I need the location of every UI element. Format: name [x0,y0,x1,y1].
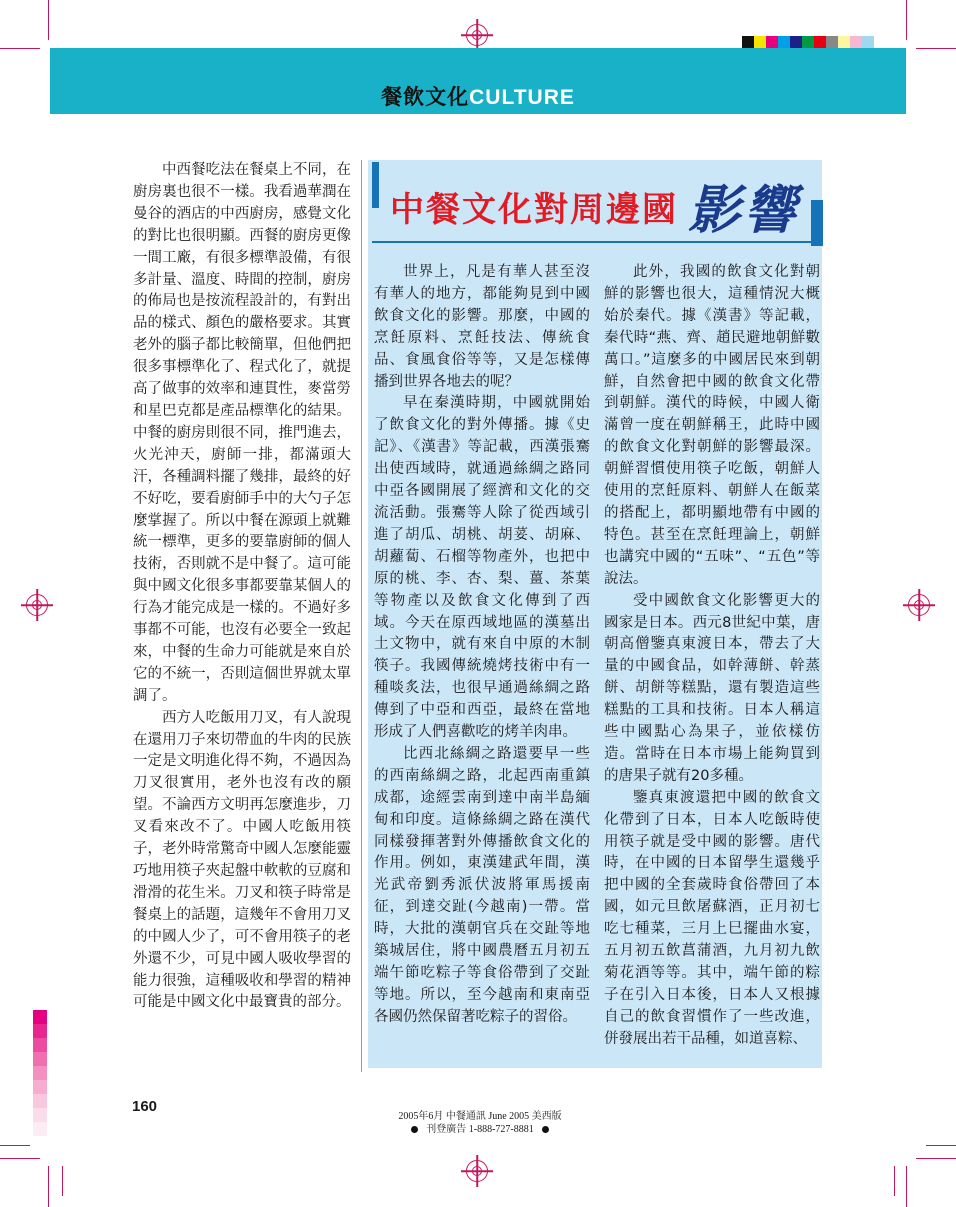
page-number: 160 [132,1098,158,1115]
tint-scale [33,1010,47,1136]
registration-mark [466,1160,488,1182]
paragraph: 中西餐吃法在餐桌上不同，在廚房裏也很不一樣。我看過華潤在曼谷的酒店的中西廚房，感覺文化的對比也很明顯。西餐的廚房更像一間工廠，有很多標準設備，有很多計量、溫度、時間的控制，廚房的佈局也是按流程設計的，有對出品的樣式、顏色的嚴格要求。其實老外的腦子都比較簡單，但他們把很多事標準化了、程式化了，就提高了做事的效率和連貫性，麥當勞和星巴克都是產品標準化的結果。中餐的廚房則很不同，推門進去，火光沖天，廚師一排，都滿頭大汗，各種調料擺了幾排，最終的好不好吃，要看廚師手中的大勺子怎麼掌握了。所以中餐在源頭上就難統一標準，更多的要靠廚師的個人技術，否則就不是中餐了。這可能與中國文化很多事都要靠某個人的行為才能完成是一樣的。不過好多事都不可能，也沒有必要全一致起來，中餐的生命力可能就是來自於它的不統一，否則這個世界就太單調了。 [133,162,351,704]
paragraph: 受中國飲食文化影響更大的國家是日本。西元8世紀中葉，唐朝高僧鑒真東渡日本，帶去了大量的中國食品，如幹薄餅、幹蒸餅、胡餅等糕點，還有製造這些糕點的工具和技術。日本人稱這些中國點心為果子，並依樣仿造。當時在日本市場上能夠買到的唐果子就有20多種。 [604,592,820,784]
crop-mark [0,48,40,49]
crop-mark [48,0,49,40]
advertising-line: 刊登廣告 1-888-727-8881 [426,1124,534,1135]
crop-mark [0,1145,30,1146]
section-title: 餐飲文化CULTURE [381,85,575,109]
article-column-2 [604,262,820,1051]
crop-mark [926,1145,956,1146]
bullet-icon [542,1126,549,1133]
paragraph: 比西北絲綢之路還要早一些的西南絲綢之路，北起西南重鎮成都，途經雲南到達中南半島緬甸和印度。這條絲綢之路在漢代同樣發揮著對外傳播飲食文化的作用。例如，東漢建武年間，漢光武帝劉秀派伏波將軍馬援南征，到達交趾(今越南)一帶。當時，大批的漢朝官兵在交趾等地築城居住，將中國農曆五月初五端午節吃粽子等食俗帶到了交趾等地。所以，至今越南和東南亞各國仍然保留著吃粽子的習俗。 [374,745,590,1025]
color-calibration-bar [742,36,874,48]
crop-mark [62,1166,63,1196]
left-column-text [133,160,351,1014]
title-accent-bar [372,162,379,208]
crop-mark [894,1166,895,1196]
crop-mark [916,48,956,49]
footer-advertising [300,1120,660,1135]
crop-mark [906,0,907,40]
registration-mark [466,24,488,46]
column-divider [361,160,362,1072]
article-column-1 [374,262,590,1029]
bullet-icon [411,1126,418,1133]
crop-mark [0,1158,40,1159]
crop-mark [48,1166,49,1207]
article-title-emphasis: 影響 [688,180,801,241]
title-accent-bar [811,200,823,246]
crop-mark [916,1158,956,1159]
registration-mark [908,594,930,616]
article-title: 中餐文化對周邊國 [390,190,678,230]
section-header [50,48,906,114]
crop-mark [906,1166,907,1207]
paragraph: 早在秦漢時期，中國就開始了飲食文化的對外傳播。據《史記》、《漢書》等記載，西漢張騫出使西域時，就通過絲綢之路同中亞各國開展了經濟和文化的交流活動。張騫等人除了從西域引進了胡瓜、胡桃、胡荽、胡麻、胡蘿蔔、石榴等物產外，也把中原的桃、李、杏、梨、薑、茶葉等物產以及飲食文化傳到了西域。今天在原西域地區的漢墓出土文物中，就有來自中原的木制筷子。我國傳統燒烤技術中有一種啖炙法，也很早通過絲綢之路傳到了中亞和西亞，最終在當地形成了人們喜歡吃的烤羊肉串。 [374,395,590,741]
registration-mark [26,594,48,616]
paragraph: 此外，我國的飲食文化對朝鮮的影響也很大，這種情況大概始於秦代。據《漢書》等記載，秦代時“燕、齊、趙民避地朝鮮數萬口。”這麼多的中國居民來到朝鮮，自然會把中國的飲食文化帶到朝鮮。漢代的時候，中國人衛滿曾一度在朝鮮稱王，此時中國的飲食文化對朝鮮的影響最深。朝鮮習慣使用筷子吃飯，朝鮮人使用的烹飪原料、朝鮮人在飯菜的搭配上，都明顯地帶有中國的特色。甚至在烹飪理論上，朝鮮也講究中國的“五味”、“五色”等說法。 [604,264,820,587]
paragraph: 世界上，凡是有華人甚至沒有華人的地方，都能夠見到中國飲食文化的影響。那麼，中國的烹飪原料、烹飪技法、傳統食品、食風食俗等等，又是怎樣傳播到世界各地去的呢？ [374,264,590,390]
paragraph: 西方人吃飯用刀叉，有人說現在還用刀子來切帶血的牛肉的民族一定是文明進化得不夠，不過因為刀叉很實用，老外也沒有改的願望。不論西方文明再怎麼進步，刀叉看來改不了。中國人吃飯用筷子，老外時常驚奇中國人怎麼能靈巧地用筷子夾起盤中軟軟的豆腐和滑滑的花生米。刀叉和筷子時常是餐桌上的話題，這幾年不會用刀叉的中國人少了，可不會用筷子的老外還不少，可見中國人吸收學習的能力很強，這種吸收和學習的精神可能是中國文化中最寶貴的部分。 [133,709,351,1011]
footer-publication: 2005年6月 中餐通訊 June 2005 美西版 [398,1111,562,1122]
paragraph: 鑒真東渡還把中國的飲食文化帶到了日本，日本人吃飯時使用筷子就是受中國的影響。唐代時，在中國的日本留學生還幾乎把中國的全套歲時食俗帶回了本國，如元旦飲屠蘇酒，正月初七吃七種菜，三月上巳擺曲水宴，五月初五飲菖蒲酒，九月初九飲菊花酒等等。其中，端午節的粽子在引入日本後，日本人又根據自己的飲食習慣作了一些改進，併發展出若干品種，如道喜粽、 [604,789,820,1047]
